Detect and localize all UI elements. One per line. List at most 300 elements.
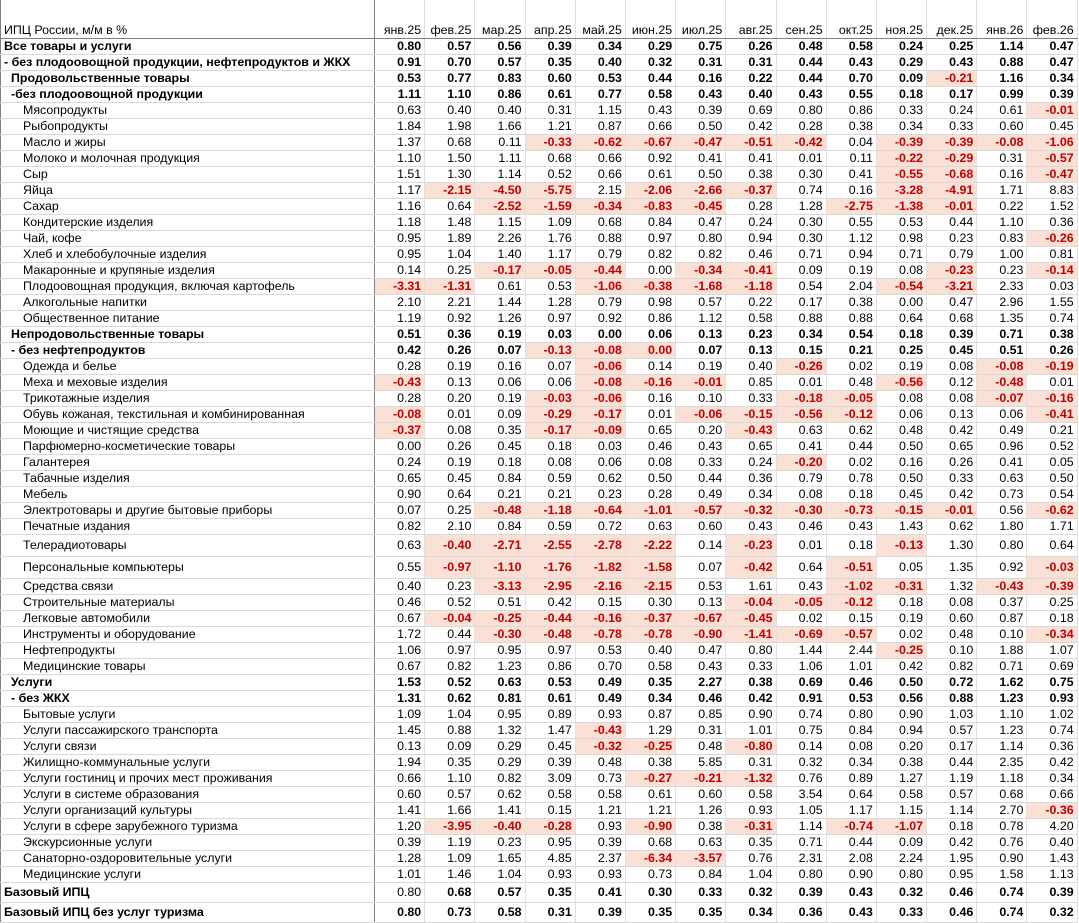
value-cell[interactable]: 1.16 xyxy=(375,199,425,215)
value-cell[interactable]: 0.60 xyxy=(676,519,726,535)
value-cell[interactable]: 0.22 xyxy=(726,71,776,87)
value-cell[interactable]: 0.39 xyxy=(676,103,726,119)
value-cell-negative[interactable]: -3.57 xyxy=(676,851,726,867)
value-cell[interactable]: 0.56 xyxy=(876,691,926,707)
value-cell-negative[interactable]: -0.40 xyxy=(475,819,525,835)
value-cell[interactable]: 0.15 xyxy=(826,611,876,627)
value-cell[interactable]: 0.57 xyxy=(425,787,475,803)
value-cell[interactable]: 1.03 xyxy=(927,707,977,723)
value-cell[interactable]: 0.18 xyxy=(826,487,876,503)
value-cell[interactable]: 0.33 xyxy=(876,103,926,119)
row-label-cell[interactable]: Услуги xyxy=(1,675,375,691)
value-cell[interactable]: 0.08 xyxy=(625,455,675,471)
value-cell[interactable]: 0.07 xyxy=(475,343,525,359)
value-cell-negative[interactable]: -0.25 xyxy=(625,739,675,755)
value-cell[interactable]: 0.44 xyxy=(625,71,675,87)
value-cell[interactable]: 0.39 xyxy=(375,835,425,851)
value-cell[interactable]: 0.71 xyxy=(776,835,826,851)
value-cell-negative[interactable]: -1.02 xyxy=(826,579,876,595)
value-cell-negative[interactable]: -0.08 xyxy=(575,375,625,391)
value-cell-negative[interactable]: -0.39 xyxy=(1027,579,1077,595)
value-cell-negative[interactable]: -0.37 xyxy=(375,423,425,439)
value-cell[interactable]: 0.34 xyxy=(726,903,776,923)
value-cell[interactable]: 0.73 xyxy=(575,771,625,787)
value-cell[interactable]: 0.33 xyxy=(927,471,977,487)
value-cell[interactable]: 0.93 xyxy=(575,819,625,835)
value-cell-negative[interactable]: -0.17 xyxy=(475,263,525,279)
value-cell[interactable]: 0.06 xyxy=(575,455,625,471)
value-cell[interactable]: 0.48 xyxy=(676,739,726,755)
value-cell[interactable]: 0.62 xyxy=(826,423,876,439)
value-cell[interactable]: 0.35 xyxy=(625,903,675,923)
value-cell[interactable]: 0.08 xyxy=(425,423,475,439)
value-cell-negative[interactable]: -2.15 xyxy=(625,579,675,595)
value-cell[interactable]: 0.80 xyxy=(375,883,425,903)
value-cell[interactable]: 1.10 xyxy=(425,87,475,103)
value-cell[interactable]: 0.48 xyxy=(876,423,926,439)
value-cell[interactable]: 0.54 xyxy=(776,279,826,295)
value-cell[interactable]: 1.30 xyxy=(927,535,977,557)
value-cell-negative[interactable]: -2.15 xyxy=(425,183,475,199)
value-cell[interactable]: 0.80 xyxy=(726,643,776,659)
value-cell[interactable]: 0.37 xyxy=(977,595,1027,611)
value-cell[interactable]: 0.38 xyxy=(625,755,675,771)
value-cell[interactable]: 0.24 xyxy=(726,215,776,231)
value-cell[interactable]: 0.71 xyxy=(977,327,1027,343)
value-cell[interactable]: 0.53 xyxy=(525,279,575,295)
value-cell[interactable]: 1.17 xyxy=(525,247,575,263)
value-cell[interactable]: 2.08 xyxy=(826,851,876,867)
value-cell[interactable]: 0.58 xyxy=(525,787,575,803)
value-cell[interactable]: 0.39 xyxy=(575,903,625,923)
value-cell[interactable]: 1.28 xyxy=(375,851,425,867)
value-cell[interactable]: 0.73 xyxy=(625,867,675,883)
value-cell[interactable]: 1.41 xyxy=(375,803,425,819)
value-cell-negative[interactable]: -0.16 xyxy=(625,375,675,391)
value-cell[interactable]: 0.52 xyxy=(425,595,475,611)
value-cell[interactable]: 0.80 xyxy=(977,535,1027,557)
value-cell[interactable]: 0.38 xyxy=(826,119,876,135)
value-cell[interactable]: 0.80 xyxy=(375,39,425,55)
value-cell[interactable]: 1.09 xyxy=(375,707,425,723)
value-cell[interactable]: 0.73 xyxy=(425,903,475,923)
value-cell[interactable]: 0.71 xyxy=(977,659,1027,675)
row-label-cell[interactable]: Базовый ИПЦ xyxy=(1,883,375,903)
value-cell[interactable]: 0.57 xyxy=(475,55,525,71)
value-cell[interactable]: 0.53 xyxy=(575,71,625,87)
value-cell[interactable]: 0.43 xyxy=(676,87,726,103)
value-cell[interactable]: 0.79 xyxy=(776,471,826,487)
value-cell[interactable]: 0.42 xyxy=(927,423,977,439)
row-label-cell[interactable]: Услуги в системе образования xyxy=(1,787,375,803)
value-cell[interactable]: 0.42 xyxy=(927,835,977,851)
value-cell-negative[interactable]: -0.25 xyxy=(876,643,926,659)
value-cell[interactable]: 0.85 xyxy=(726,375,776,391)
value-cell[interactable]: 0.30 xyxy=(625,883,675,903)
value-cell[interactable]: 0.46 xyxy=(927,903,977,923)
value-cell-negative[interactable]: -1.38 xyxy=(876,199,926,215)
value-cell[interactable]: 1.15 xyxy=(876,803,926,819)
value-cell[interactable]: 0.74 xyxy=(1027,723,1077,739)
value-cell[interactable]: 1.10 xyxy=(977,215,1027,231)
value-cell[interactable]: 0.47 xyxy=(1027,39,1077,55)
value-cell[interactable]: 0.55 xyxy=(375,557,425,579)
value-cell[interactable]: 0.33 xyxy=(726,659,776,675)
column-header[interactable]: янв.25 xyxy=(375,22,425,39)
value-cell[interactable]: 2.33 xyxy=(977,279,1027,295)
value-cell[interactable]: 0.49 xyxy=(977,423,1027,439)
value-cell[interactable]: 1.51 xyxy=(375,167,425,183)
value-cell-negative[interactable]: -0.12 xyxy=(826,595,876,611)
value-cell[interactable]: 1.04 xyxy=(726,867,776,883)
value-cell-negative[interactable]: -0.45 xyxy=(676,199,726,215)
row-label-cell[interactable]: Чай, кофе xyxy=(1,231,375,247)
value-cell[interactable]: 0.30 xyxy=(625,595,675,611)
value-cell-negative[interactable]: -0.08 xyxy=(575,343,625,359)
row-label-cell[interactable]: Одежда и белье xyxy=(1,359,375,375)
value-cell[interactable]: 0.07 xyxy=(525,359,575,375)
value-cell[interactable]: 0.49 xyxy=(676,487,726,503)
row-label-cell[interactable]: Общественное питание xyxy=(1,311,375,327)
value-cell[interactable]: 1.61 xyxy=(726,579,776,595)
row-label-cell[interactable]: Средства связи xyxy=(1,579,375,595)
value-cell[interactable]: 0.53 xyxy=(826,691,876,707)
value-cell[interactable]: 0.89 xyxy=(826,771,876,787)
value-cell[interactable]: 0.29 xyxy=(876,55,926,71)
value-cell[interactable]: 0.48 xyxy=(575,755,625,771)
value-cell[interactable]: 0.43 xyxy=(826,519,876,535)
value-cell[interactable]: 0.58 xyxy=(625,659,675,675)
value-cell[interactable]: 0.31 xyxy=(726,55,776,71)
value-cell[interactable]: 0.46 xyxy=(726,247,776,263)
value-cell-negative[interactable]: -0.69 xyxy=(776,627,826,643)
value-cell[interactable]: 0.58 xyxy=(726,787,776,803)
value-cell[interactable]: 0.74 xyxy=(977,903,1027,923)
value-cell[interactable]: 0.00 xyxy=(876,295,926,311)
value-cell[interactable]: 0.44 xyxy=(776,71,826,87)
value-cell-negative[interactable]: -0.67 xyxy=(676,611,726,627)
value-cell[interactable]: 1.41 xyxy=(475,803,525,819)
value-cell[interactable]: 0.78 xyxy=(826,471,876,487)
value-cell-negative[interactable]: -0.15 xyxy=(876,503,926,519)
value-cell[interactable]: 1.04 xyxy=(425,247,475,263)
value-cell[interactable]: 0.32 xyxy=(1027,903,1077,923)
value-cell[interactable]: 0.64 xyxy=(425,199,475,215)
value-cell[interactable]: 0.41 xyxy=(575,883,625,903)
row-label-cell[interactable]: Экскурсионные услуги xyxy=(1,835,375,851)
value-cell[interactable]: 0.18 xyxy=(876,595,926,611)
value-cell[interactable]: 0.65 xyxy=(927,439,977,455)
value-cell-negative[interactable]: -0.67 xyxy=(625,135,675,151)
value-cell-negative[interactable]: -0.08 xyxy=(977,135,1027,151)
value-cell-negative[interactable]: -0.44 xyxy=(575,263,625,279)
value-cell[interactable]: 0.61 xyxy=(977,103,1027,119)
value-cell-negative[interactable]: -0.62 xyxy=(575,135,625,151)
value-cell[interactable]: 0.25 xyxy=(425,503,475,519)
value-cell[interactable]: 3.09 xyxy=(525,771,575,787)
value-cell[interactable]: 0.83 xyxy=(977,231,1027,247)
value-cell[interactable]: 1.17 xyxy=(375,183,425,199)
value-cell[interactable]: 0.68 xyxy=(425,135,475,151)
value-cell[interactable]: 0.34 xyxy=(625,691,675,707)
value-cell[interactable]: 0.25 xyxy=(876,343,926,359)
value-cell[interactable]: 0.51 xyxy=(977,343,1027,359)
value-cell[interactable]: 1.17 xyxy=(826,803,876,819)
value-cell[interactable]: 1.21 xyxy=(625,803,675,819)
value-cell[interactable]: 0.43 xyxy=(676,659,726,675)
value-cell[interactable]: 0.16 xyxy=(676,71,726,87)
value-cell[interactable]: 1.18 xyxy=(375,215,425,231)
value-cell[interactable]: 0.62 xyxy=(927,519,977,535)
value-cell[interactable]: 1.45 xyxy=(375,723,425,739)
value-cell[interactable]: 0.57 xyxy=(927,787,977,803)
column-header[interactable]: июл.25 xyxy=(676,22,726,39)
value-cell[interactable]: 1.66 xyxy=(475,119,525,135)
value-cell-negative[interactable]: -0.20 xyxy=(776,455,826,471)
value-cell[interactable]: 0.09 xyxy=(876,835,926,851)
row-label-cell[interactable]: Услуги гостиниц и прочих мест проживания xyxy=(1,771,375,787)
value-cell-negative[interactable]: -0.41 xyxy=(726,263,776,279)
value-cell[interactable]: 0.49 xyxy=(575,675,625,691)
value-cell[interactable]: 0.42 xyxy=(726,119,776,135)
value-cell[interactable]: 0.00 xyxy=(625,263,675,279)
value-cell[interactable]: 0.54 xyxy=(1027,487,1077,503)
value-cell[interactable]: 1.13 xyxy=(1027,867,1077,883)
value-cell-negative[interactable]: -1.10 xyxy=(475,557,525,579)
value-cell[interactable]: 1.23 xyxy=(977,691,1027,707)
value-cell-negative[interactable]: -0.03 xyxy=(525,391,575,407)
value-cell[interactable]: 0.77 xyxy=(425,71,475,87)
value-cell[interactable]: 0.24 xyxy=(876,39,926,55)
value-cell[interactable]: 1.44 xyxy=(475,295,525,311)
value-cell[interactable]: 0.69 xyxy=(726,103,776,119)
value-cell[interactable]: 0.44 xyxy=(927,215,977,231)
value-cell[interactable]: 0.01 xyxy=(776,535,826,557)
value-cell[interactable]: 1.40 xyxy=(475,247,525,263)
value-cell-negative[interactable]: -2.16 xyxy=(575,579,625,595)
value-cell[interactable]: 0.74 xyxy=(977,883,1027,903)
value-cell[interactable]: 0.34 xyxy=(1027,771,1077,787)
value-cell[interactable]: 0.17 xyxy=(927,87,977,103)
value-cell[interactable]: 0.99 xyxy=(977,87,1027,103)
value-cell-negative[interactable]: -0.08 xyxy=(977,359,1027,375)
value-cell[interactable]: 0.71 xyxy=(876,247,926,263)
value-cell[interactable]: 0.80 xyxy=(375,903,425,923)
value-cell[interactable]: 0.35 xyxy=(676,903,726,923)
value-cell[interactable]: 0.63 xyxy=(375,535,425,557)
column-header[interactable]: авг.25 xyxy=(726,22,776,39)
value-cell[interactable]: 0.02 xyxy=(826,359,876,375)
value-cell[interactable]: 0.90 xyxy=(726,707,776,723)
value-cell[interactable]: 0.28 xyxy=(625,487,675,503)
value-cell-negative[interactable]: -1.76 xyxy=(525,557,575,579)
value-cell[interactable]: 1.95 xyxy=(927,851,977,867)
row-label-cell[interactable]: Макаронные и крупяные изделия xyxy=(1,263,375,279)
value-cell[interactable]: 0.57 xyxy=(676,295,726,311)
value-cell-negative[interactable]: -3.13 xyxy=(475,579,525,595)
value-cell[interactable]: 1.01 xyxy=(726,723,776,739)
value-cell-negative[interactable]: -0.90 xyxy=(625,819,675,835)
value-cell[interactable]: 0.81 xyxy=(1027,247,1077,263)
value-cell[interactable]: 0.86 xyxy=(475,87,525,103)
value-cell-negative[interactable]: -3.31 xyxy=(375,279,425,295)
value-cell-negative[interactable]: 0.00 xyxy=(625,343,675,359)
value-cell[interactable]: 0.36 xyxy=(1027,215,1077,231)
value-cell[interactable]: 0.07 xyxy=(676,557,726,579)
value-cell[interactable]: 2.70 xyxy=(977,803,1027,819)
value-cell[interactable]: 0.44 xyxy=(826,439,876,455)
value-cell[interactable]: 0.08 xyxy=(927,391,977,407)
value-cell[interactable]: 0.63 xyxy=(375,103,425,119)
value-cell[interactable]: 1.35 xyxy=(927,557,977,579)
value-cell[interactable]: 1.19 xyxy=(425,835,475,851)
value-cell[interactable]: 2.37 xyxy=(575,851,625,867)
value-cell[interactable]: 1.20 xyxy=(375,819,425,835)
row-label-cell[interactable]: Яйца xyxy=(1,183,375,199)
value-cell[interactable]: 0.41 xyxy=(776,439,826,455)
value-cell[interactable]: 0.93 xyxy=(525,867,575,883)
value-cell[interactable]: 0.06 xyxy=(625,327,675,343)
value-cell[interactable]: 0.20 xyxy=(676,423,726,439)
value-cell[interactable]: 0.63 xyxy=(475,675,525,691)
value-cell[interactable]: 1.12 xyxy=(826,231,876,247)
value-cell[interactable]: 0.47 xyxy=(676,215,726,231)
value-cell[interactable]: 0.94 xyxy=(726,231,776,247)
value-cell-negative[interactable]: -1.32 xyxy=(726,771,776,787)
value-cell[interactable]: 0.68 xyxy=(525,151,575,167)
row-label-cell[interactable]: Алкогольные напитки xyxy=(1,295,375,311)
value-cell[interactable]: 0.92 xyxy=(575,311,625,327)
value-cell[interactable]: 0.26 xyxy=(726,39,776,55)
value-cell[interactable]: 0.46 xyxy=(826,675,876,691)
value-cell-negative[interactable]: -2.95 xyxy=(525,579,575,595)
value-cell[interactable]: 0.86 xyxy=(525,659,575,675)
value-cell[interactable]: 0.38 xyxy=(876,755,926,771)
row-label-cell[interactable]: Молоко и молочная продукция xyxy=(1,151,375,167)
value-cell[interactable]: 0.93 xyxy=(726,803,776,819)
row-label-cell[interactable]: Услуги пассажирского транспорта xyxy=(1,723,375,739)
value-cell[interactable]: 0.07 xyxy=(676,343,726,359)
value-cell[interactable]: 0.91 xyxy=(776,691,826,707)
value-cell-negative[interactable]: -0.17 xyxy=(575,407,625,423)
value-cell[interactable]: 0.15 xyxy=(525,803,575,819)
value-cell[interactable]: 0.16 xyxy=(475,359,525,375)
value-cell[interactable]: 0.87 xyxy=(575,119,625,135)
value-cell[interactable]: 0.08 xyxy=(927,595,977,611)
value-cell[interactable]: 0.29 xyxy=(625,39,675,55)
value-cell[interactable]: 0.51 xyxy=(475,595,525,611)
value-cell[interactable]: 0.31 xyxy=(726,755,776,771)
value-cell[interactable]: 0.33 xyxy=(927,119,977,135)
row-label-cell[interactable]: Персональные компьютеры xyxy=(1,557,375,579)
value-cell[interactable]: 1.21 xyxy=(575,803,625,819)
value-cell[interactable]: 1.72 xyxy=(375,627,425,643)
row-label-cell[interactable]: Трикотажные изделия xyxy=(1,391,375,407)
value-cell[interactable]: 1.00 xyxy=(977,247,1027,263)
value-cell[interactable]: 0.14 xyxy=(776,739,826,755)
value-cell[interactable]: 0.13 xyxy=(927,407,977,423)
value-cell[interactable]: 0.34 xyxy=(575,39,625,55)
value-cell[interactable]: 0.84 xyxy=(475,471,525,487)
value-cell[interactable]: 0.35 xyxy=(726,835,776,851)
value-cell[interactable]: 0.02 xyxy=(876,627,926,643)
value-cell[interactable]: 0.50 xyxy=(676,119,726,135)
value-cell[interactable]: 0.45 xyxy=(425,471,475,487)
value-cell[interactable]: 0.46 xyxy=(776,519,826,535)
value-cell-negative[interactable]: -0.37 xyxy=(726,183,776,199)
value-cell[interactable]: 0.25 xyxy=(927,39,977,55)
value-cell-negative[interactable]: -0.74 xyxy=(826,819,876,835)
value-cell[interactable]: 0.96 xyxy=(977,439,1027,455)
value-cell[interactable]: 0.95 xyxy=(375,247,425,263)
value-cell[interactable]: 1.76 xyxy=(525,231,575,247)
value-cell-negative[interactable]: -0.33 xyxy=(525,135,575,151)
value-cell[interactable]: 0.23 xyxy=(927,231,977,247)
column-header[interactable]: фев.26 xyxy=(1027,22,1077,39)
value-cell[interactable]: 0.43 xyxy=(676,439,726,455)
value-cell[interactable]: 0.42 xyxy=(927,487,977,503)
value-cell-negative[interactable]: -0.48 xyxy=(475,503,525,519)
value-cell[interactable]: 0.24 xyxy=(927,103,977,119)
value-cell-negative[interactable]: -0.37 xyxy=(625,611,675,627)
value-cell[interactable]: 0.69 xyxy=(1027,659,1077,675)
value-cell[interactable]: 0.52 xyxy=(1027,439,1077,455)
value-cell[interactable]: 1.65 xyxy=(475,851,525,867)
value-cell-negative[interactable]: -2.55 xyxy=(525,535,575,557)
value-cell[interactable]: 1.43 xyxy=(1027,851,1077,867)
value-cell[interactable]: 1.27 xyxy=(876,771,926,787)
value-cell[interactable]: 0.71 xyxy=(776,247,826,263)
value-cell[interactable]: 2.27 xyxy=(676,675,726,691)
value-cell-negative[interactable]: -0.09 xyxy=(575,423,625,439)
value-cell[interactable]: 0.54 xyxy=(826,327,876,343)
value-cell[interactable]: 0.45 xyxy=(876,487,926,503)
value-cell[interactable]: 0.90 xyxy=(876,707,926,723)
value-cell[interactable]: 0.57 xyxy=(425,39,475,55)
value-cell-negative[interactable]: -0.07 xyxy=(977,391,1027,407)
value-cell-negative[interactable]: -3.28 xyxy=(876,183,926,199)
row-label-cell[interactable]: Жилищно-коммунальные услуги xyxy=(1,755,375,771)
value-cell[interactable]: 0.01 xyxy=(425,407,475,423)
value-cell[interactable]: 0.63 xyxy=(676,835,726,851)
value-cell[interactable]: 0.93 xyxy=(575,867,625,883)
value-cell[interactable]: 0.34 xyxy=(726,487,776,503)
value-cell[interactable]: 0.19 xyxy=(425,455,475,471)
value-cell[interactable]: 1.01 xyxy=(375,867,425,883)
value-cell-negative[interactable]: -6.34 xyxy=(625,851,675,867)
value-cell[interactable]: 0.50 xyxy=(625,471,675,487)
value-cell-negative[interactable]: -0.12 xyxy=(826,407,876,423)
value-cell[interactable]: 1.29 xyxy=(625,723,675,739)
value-cell[interactable]: 8.83 xyxy=(1027,183,1077,199)
value-cell[interactable]: 0.80 xyxy=(876,867,926,883)
value-cell[interactable]: 0.15 xyxy=(776,343,826,359)
value-cell[interactable]: 0.36 xyxy=(776,903,826,923)
row-label-cell[interactable]: Табачные изделия xyxy=(1,471,375,487)
value-cell-negative[interactable]: -0.06 xyxy=(575,391,625,407)
value-cell[interactable]: 0.23 xyxy=(977,263,1027,279)
value-cell[interactable]: 0.74 xyxy=(776,707,826,723)
value-cell[interactable]: 0.01 xyxy=(1027,375,1077,391)
value-cell[interactable]: 0.23 xyxy=(726,327,776,343)
value-cell-negative[interactable]: -0.22 xyxy=(876,151,926,167)
value-cell[interactable]: 0.39 xyxy=(525,755,575,771)
value-cell[interactable]: 0.53 xyxy=(676,579,726,595)
value-cell-negative[interactable]: -1.01 xyxy=(625,503,675,519)
value-cell-negative[interactable]: -0.21 xyxy=(927,71,977,87)
value-cell[interactable]: 0.18 xyxy=(876,87,926,103)
value-cell[interactable]: 0.18 xyxy=(927,819,977,835)
